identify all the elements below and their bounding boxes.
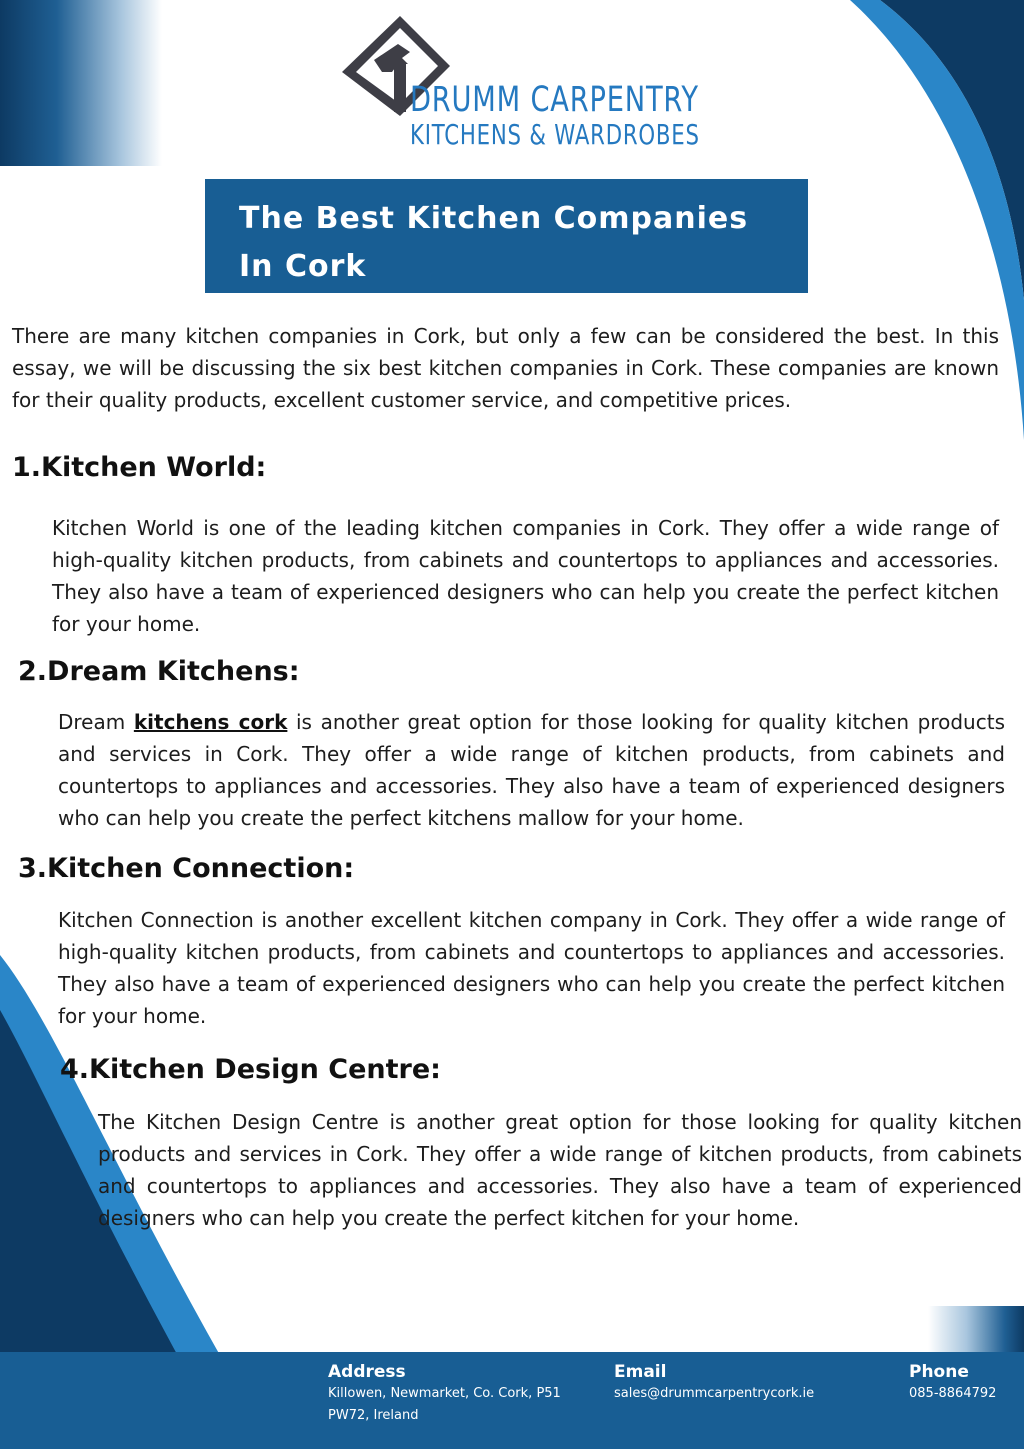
section-body-3: Kitchen Connection is another excellent kitchen company in Cork. They offer a wide range of high-quality kitchen products, from cabinets and countertops to appliances and accessories. They also have a team of experienced designers who can help you create the perfect kitchen for your home. bbox=[58, 908, 1005, 1028]
section-heading-2 bbox=[18, 654, 300, 690]
section-title: Kitchen Design Centre: bbox=[89, 1054, 441, 1085]
email-link[interactable]: sales@drummcarpentrycork.ie bbox=[614, 1386, 815, 1401]
section-number: 2. bbox=[18, 656, 48, 687]
phone-label: Phone bbox=[909, 1362, 969, 1382]
footer-phone bbox=[909, 1361, 1019, 1405]
bottom-right-gradient-block bbox=[928, 1306, 1024, 1352]
page-title: The Best Kitchen Companies In Cork bbox=[239, 201, 749, 284]
address-line-2: PW72, Ireland bbox=[328, 1408, 419, 1423]
top-left-gradient-block bbox=[0, 0, 162, 166]
title-banner bbox=[205, 179, 808, 293]
section-title: Dream Kitchens: bbox=[47, 656, 300, 687]
kitchens-cork-link[interactable]: kitchens cork bbox=[133, 710, 288, 734]
section-heading-3 bbox=[18, 851, 354, 887]
brand-logo bbox=[338, 14, 718, 154]
section-body-4: The Kitchen Design Centre is another great option for those looking for quality kitchen products and services in Cork. They offer a wide range of kitchen products, from cabinets and countertops to appliances and accessories. They also have a team of experienced designers who can help you create the perfect kitchen for your home. bbox=[98, 1110, 1022, 1230]
section-body-2 bbox=[58, 706, 1005, 834]
brand-tagline: KITCHENS & WARDROBES bbox=[410, 118, 700, 151]
email-label: Email bbox=[614, 1362, 667, 1382]
footer-email bbox=[614, 1361, 854, 1405]
address-line-1: Killowen, Newmarket, Co. Cork, P51 bbox=[328, 1386, 561, 1401]
section-title: Kitchen Connection: bbox=[47, 853, 355, 884]
intro-paragraph: There are many kitchen companies in Cork, but only a few can be considered the best. In this essay, we will be discussing the six best kitchen companies in Cork. These companies are known for their quality products, excellent customer service, and competitive prices. bbox=[12, 324, 999, 412]
footer-address bbox=[328, 1361, 568, 1427]
address-label: Address bbox=[328, 1362, 406, 1382]
section-heading-4 bbox=[60, 1052, 441, 1088]
section-body-1: Kitchen World is one of the leading kitchen companies in Cork. They offer a wide range of high-quality kitchen products, from cabinets and countertops to appliances and accessories. They also have a team of experienced designers who can help you create the perfect kitchen for your home. bbox=[52, 516, 999, 636]
phone-number[interactable]: 085-8864792 bbox=[909, 1386, 997, 1401]
brand-name: DRUMM CARPENTRY bbox=[410, 80, 699, 120]
section-number: 3. bbox=[18, 853, 48, 884]
body-text-end: is another great option for those looking for quality kitchen products and services in Cork. They offer a wide range of kitchen products, from cabinets and countertops to appliances and accessories. They also have a team of experienced designers who can help you create the perfect kitchens mallow for your home. bbox=[58, 710, 1005, 830]
section-heading-1 bbox=[12, 450, 266, 486]
section-number: 1. bbox=[12, 452, 42, 483]
section-number: 4. bbox=[60, 1054, 90, 1085]
section-title: Kitchen World: bbox=[41, 452, 267, 483]
body-text-start: Dream bbox=[58, 710, 134, 734]
